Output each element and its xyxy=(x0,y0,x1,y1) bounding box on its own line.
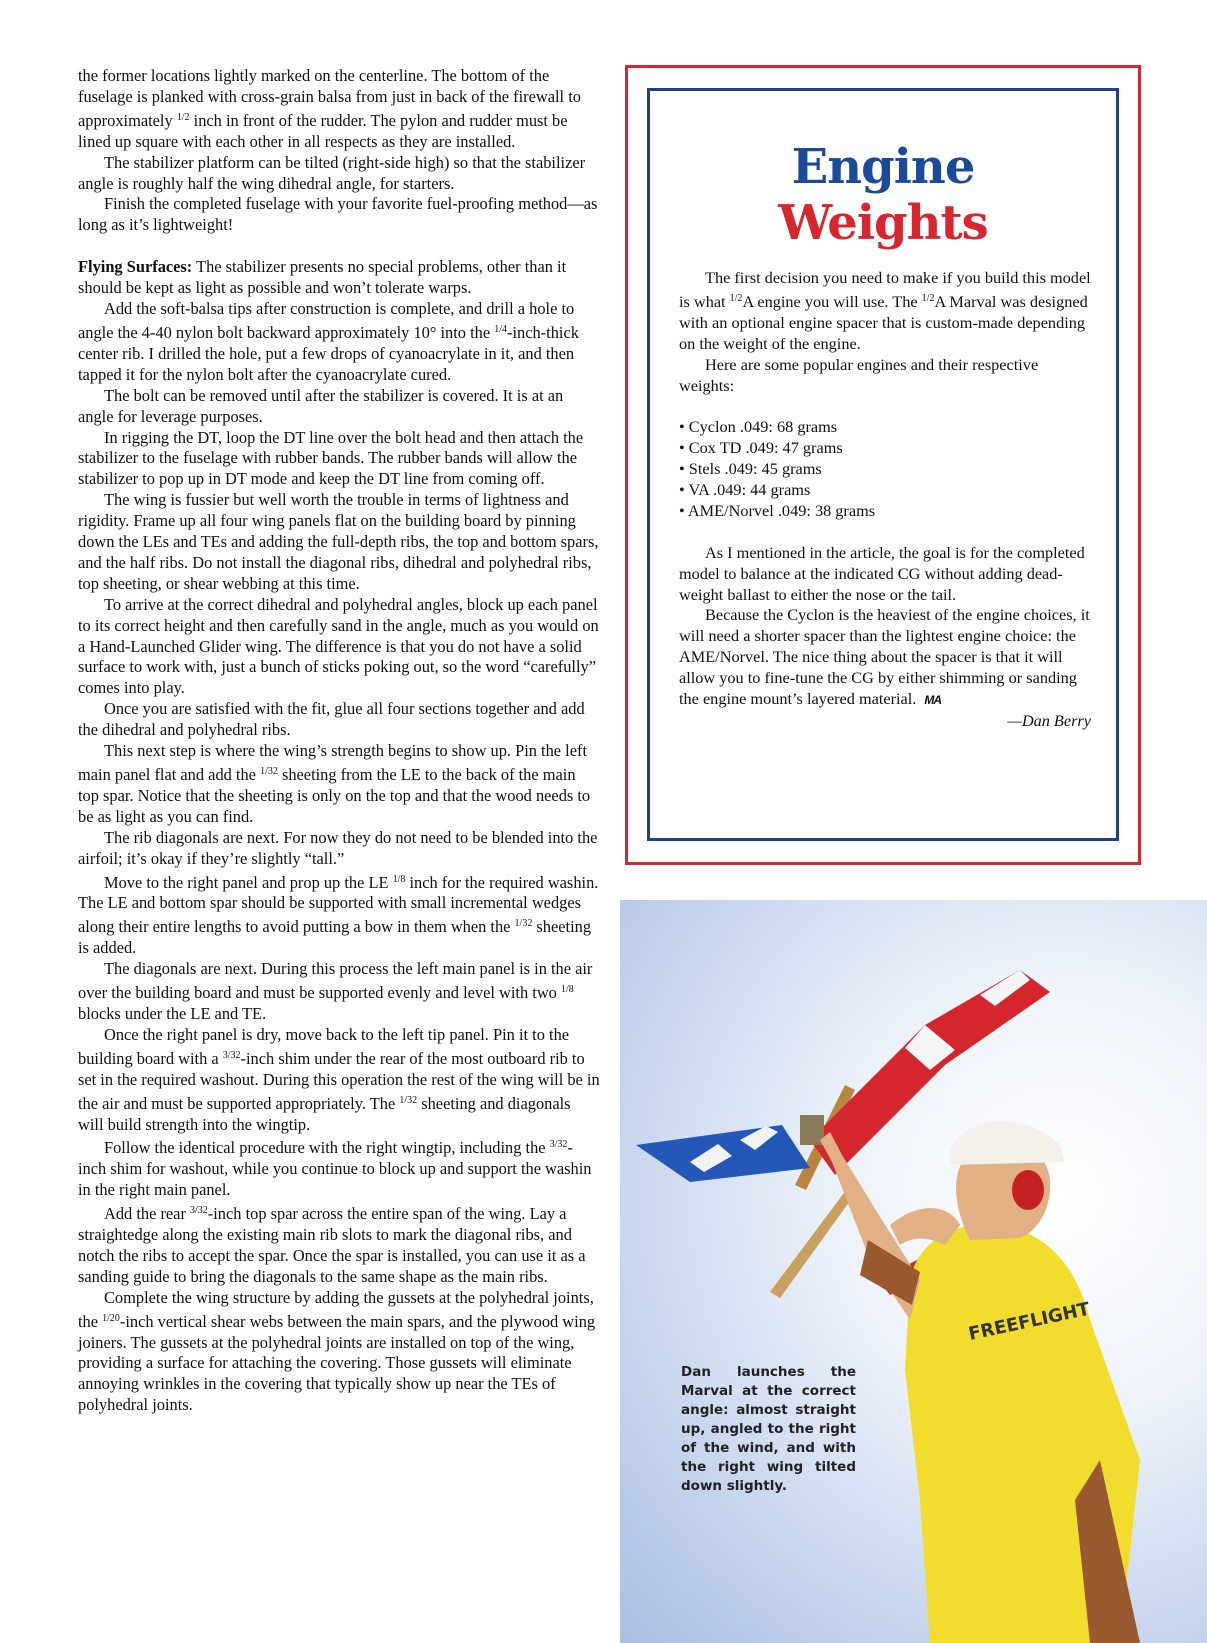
paragraph: In rigging the DT, loop the DT line over the bolt head and then attach the stabilizer to the fuselage with rubber bands. The rubber bands will allow the stabilizer to pop up in DT mode and keep the DT line from coming off. xyxy=(78,427,584,489)
signature: —Dan Berry xyxy=(1007,711,1091,730)
paragraph: The wing is fussier but well worth the trouble in terms of lightness and rigidity. Frame up all four wing panels flat on the building board by pinning down the LEs and TEs and adding the full-depth ribs, the top and bottom spars, and the half ribs. Do not install the diagonal ribs, dihedral and polyhedral ribs, top sheeting, or shear webbing at this time. xyxy=(78,490,599,593)
list-item: • VA .049: 44 grams xyxy=(679,480,1091,501)
list-item: • Cox TD .049: 47 grams xyxy=(679,438,1091,459)
sidebar-title-line2: Weights xyxy=(778,195,988,251)
engine-list xyxy=(679,417,1091,522)
paragraph: the former locations lightly marked on the centerline. The bottom of the fuselage is planked with cross-grain balsa from just in back of the firewall to approximately $^{1/2}$ inch in front of the rudder. The pylon and rudder must be lined up square with each other in all respects as they are installed. xyxy=(78,66,581,151)
paragraph: Complete the wing structure by adding the gussets at the polyhedral joints, the $^{1/20}$-inch vertical shear webs between the main spars, and the plywood wing joiners. The gussets at the polyhedral joints are installed on top of the wing, providing a surface for attaching the covering. Those gussets will eliminate annoying wrinkles in the covering that typically show up near the TEs of polyhedral joints. xyxy=(78,1287,596,1415)
sidebar-list-intro: Here are some popular engines and their respective weights: xyxy=(679,354,1039,395)
sidebar-intro: The first decision you need to make if you build this model is what $^{1/2}$A engine you will use. The $^{1/2}$A Marval was designed with an optional engine spacer that is custom-made depending on the weight of the engine. xyxy=(679,268,1091,353)
sidebar-paragraph: Because the Cyclon is the heaviest of the engine choices, it will need a shorter spacer than the lightest engine choice: the AME/Norvel. The nice thing about the spacer is that it will allow you to fine-tune the CG by either shimming or sanding the engine mount’s layered material. MA xyxy=(679,605,1090,709)
list-item: • AME/Norvel .049: 38 grams xyxy=(679,501,1091,522)
list-item: • Stels .049: 45 grams xyxy=(679,459,1091,480)
sidebar-title-line1: Engine xyxy=(791,139,975,195)
paragraph: Move to the right panel and prop up the LE $^{1/8}$ inch for the required washin. The LE and bottom spar should be supported with small incremental wedges along their entire lengths to avoid putting a bow in them when the $^{1/32}$ sheeting is added. xyxy=(78,872,599,958)
end-mark: MA xyxy=(924,693,942,708)
paragraph: The diagonals are next. During this process the left main panel is in the air over the building board and must be supported evenly and level with two $^{1/8}$ blocks under the LE and TE. xyxy=(78,959,593,1023)
photo-caption: Dan launches the Marval at the correct angle: almost straight up, angled to the right of the wind, and with the right wing tilted down slightly. xyxy=(681,1364,856,1494)
sidebar-paragraph: As I mentioned in the article, the goal is for the completed model to balance at the indicated CG without adding dead-weight ballast to either the nose or the tail. xyxy=(679,542,1085,604)
ear-protector xyxy=(1012,1170,1044,1210)
article-body xyxy=(78,66,600,1416)
paragraph: To arrive at the correct dihedral and polyhedral angles, block up each panel to its correct height and then carefully sand in the angle, much as you would on a Hand-Launched Glider wing. The difference is that you do not have a solid surface to work with, just a bunch of sticks poking out, so the word “carefully” comes into play. xyxy=(78,594,599,698)
paragraph: Finish the completed fuselage with your favorite fuel-proofing method—as long as it’s lightweight! xyxy=(78,194,598,235)
paragraph: Once you are satisfied with the fit, glue all four sections together and add the dihedral and polyhedral ribs. xyxy=(78,699,585,740)
list-item: • Cyclon .049: 68 grams xyxy=(679,417,1091,438)
paragraph: Follow the identical procedure with the right wingtip, including the $^{3/32}$-inch shim for washout, while you continue to block up and support the washin in the right main panel. xyxy=(78,1138,592,1200)
paragraph: Add the rear $^{3/32}$-inch top spar across the entire span of the wing. Lay a straightedge along the existing main rib slots to mark the diagonal ribs, and notch the ribs to accept the spar. Once the spar is installed, you can use it as a sanding guide to bring the diagonals to the same shape as the main ribs. xyxy=(78,1204,586,1286)
hat xyxy=(950,1121,1065,1165)
paragraph: The stabilizer platform can be tilted (right-side high) so that the stabilizer angle is roughly half the wing dihedral angle, for starters. xyxy=(78,152,586,193)
paragraph: The bolt can be removed until after the stabilizer is covered. It is at an angle for leverage purposes. xyxy=(78,385,564,426)
section-heading: Flying Surfaces: xyxy=(78,257,193,277)
svg-text:FREEFLIGHT: FREEFLIGHT xyxy=(966,1298,1092,1345)
launch-photo xyxy=(620,900,1207,1643)
paragraph: Once the right panel is dry, move back to the left tip panel. Pin it to the building board with a $^{3/32}$-inch shim under the rear of the most outboard rib to set in the required washout. During this operation the rest of the wing will be in the air and must be supported appropriately. The $^{1/32}$ sheeting and diagonals will build strength into the wingtip. xyxy=(78,1024,600,1134)
paragraph: The rib diagonals are next. For now they do not need to be blended into the airfoil; it’s okay if they’re slightly “tall.” xyxy=(78,827,598,868)
paragraph: Add the soft-balsa tips after construction is complete, and drill a hole to angle the 4-40 nylon bolt backward approximately 10° into the $^{1/4}$-inch-thick center rib. I drilled the hole, put a few drops of cyanoacrylate in it, and then tapped it for the nylon bolt after the cyanoacrylate cured. xyxy=(78,299,579,384)
paragraph-flying-surfaces: Flying Surfaces: The stabilizer presents no special problems, other than it should be kept as light as possible and won’t tolerate warps. xyxy=(78,257,567,298)
sidebar-body xyxy=(679,268,1091,732)
paragraph: This next step is where the wing’s strength begins to show up. Pin the left main panel flat and add the $^{1/32}$ sheeting from the LE to the back of the main top spar. Notice that the sheeting is only on the top and that the wood needs to be as light as you can find. xyxy=(78,741,591,826)
